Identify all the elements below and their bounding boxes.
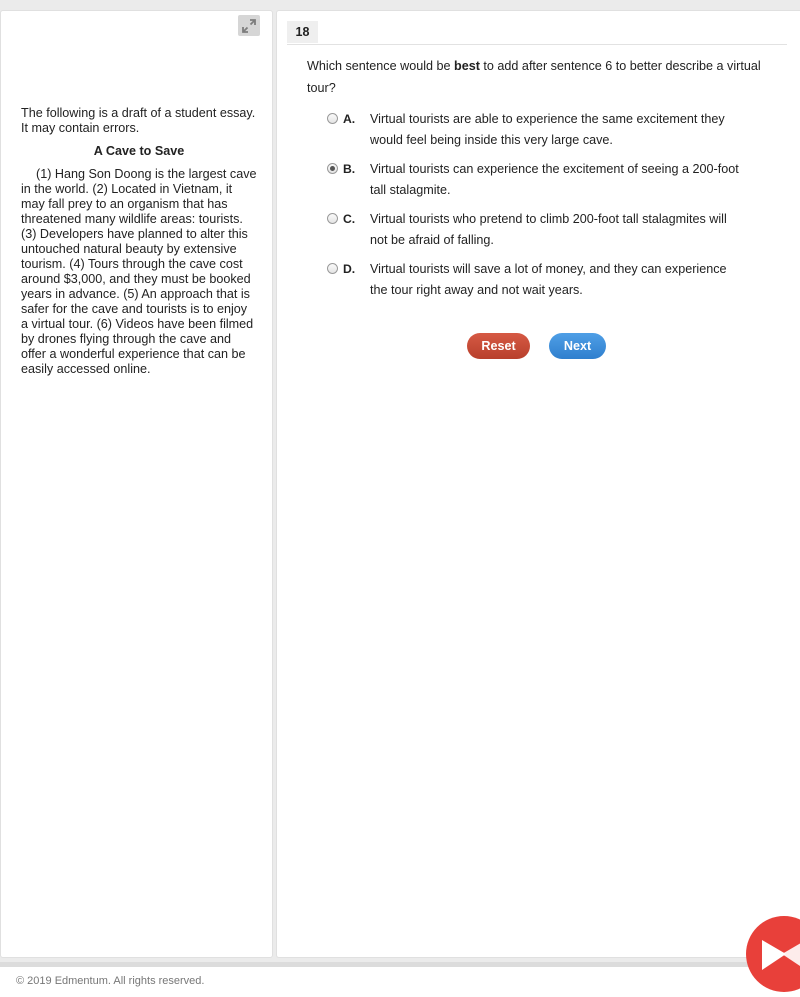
- option-c[interactable]: [327, 209, 747, 259]
- option-d-text[interactable]: Virtual tourists will save a lot of money, and they can experience the tour right away and not wait years.: [370, 262, 727, 297]
- prompt-text-1: Which sentence would be: [307, 59, 455, 73]
- question-prompt: [307, 55, 769, 99]
- expand-button[interactable]: [238, 15, 260, 36]
- option-c-text[interactable]: Virtual tourists who pretend to climb 200-foot tall stalagmites will not be afraid of falling.: [370, 212, 727, 247]
- option-c-radio[interactable]: [327, 213, 338, 224]
- passage-body: (1) Hang Son Doong is the largest cave in the world. (2) Located in Vietnam, it may fall prey to an organism that has threatened many wildlife areas: tourists. (3) Developers have planned to alter this untouched natural beauty by extensive tourism. (4) Tours through the cave cost around $3,000, and they must be booked years in advance. (5) An approach that is safer for the cave and tourists is to enjoy a virtual tour. (6) Videos have been filmed by drones flying through the cave and offer a wonderful experience that can be easily accessed online.: [21, 167, 257, 376]
- option-c-letter: C.: [343, 212, 356, 226]
- option-b-text[interactable]: Virtual tourists can experience the excitement of seeing a 200-foot tall stalagmite.: [370, 162, 739, 197]
- footer: [0, 967, 800, 997]
- option-b-letter: B.: [343, 162, 356, 176]
- question-panel: [276, 10, 800, 958]
- option-d-radio[interactable]: [327, 263, 338, 274]
- question-number: 18: [287, 21, 318, 43]
- option-b-radio[interactable]: [327, 163, 338, 174]
- passage-panel: [0, 10, 273, 958]
- question-header: [287, 11, 787, 45]
- option-a-radio[interactable]: [327, 113, 338, 124]
- passage-title: A Cave to Save: [93, 144, 185, 158]
- expand-icon: [242, 19, 256, 33]
- option-a-letter: A.: [343, 112, 356, 126]
- option-a[interactable]: [327, 109, 747, 159]
- passage-intro: The following is a draft of a student essay. It may contain errors.: [21, 106, 256, 135]
- answer-options: [327, 109, 747, 309]
- reset-button[interactable]: Reset: [467, 333, 530, 359]
- next-button[interactable]: Next: [549, 333, 606, 359]
- prompt-text-2: to add after sentence 6 to better describe a virtual tour?: [307, 59, 761, 95]
- prompt-emphasis: best: [454, 59, 480, 73]
- option-d[interactable]: [327, 259, 747, 309]
- option-a-text[interactable]: Virtual tourists are able to experience the same excitement they would feel being inside this very large cave.: [370, 112, 725, 147]
- option-d-letter: D.: [343, 262, 356, 276]
- option-b[interactable]: [327, 159, 747, 209]
- copyright-text: © 2019 Edmentum. All rights reserved.: [16, 975, 205, 987]
- passage-text: [21, 106, 257, 377]
